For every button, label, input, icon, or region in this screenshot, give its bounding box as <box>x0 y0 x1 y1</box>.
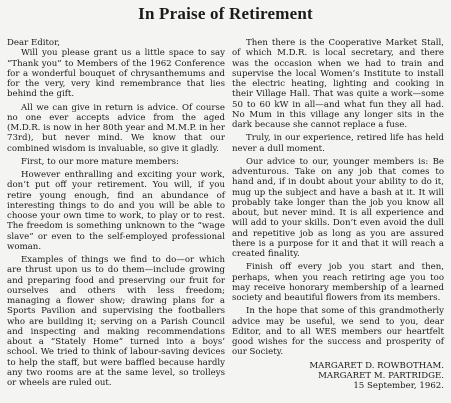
letter-date: 15 September, 1962. <box>353 381 444 391</box>
paragraph-examples: Examples of things we find to do—or which are thrust upon us to do them—include growing and preparing food and preserving our fruit for ourselves and others with less freedom; managing a flower show; drawing plans for a Sports Pavilion and supervising the footballers who are building it; serving on a Parish Council and inspecting and making recommendations about a “Stately Home” turned into a boys’ school. We tried to think of labour-saving devices to help the staff, but were baffled because hardly any two rooms are at the same level, so trolleys or wheels are ruled out. <box>7 255 225 388</box>
paragraph-thank-you: Will you please grant us a little space to say “Thank you” to Members of the 1962 Conference for a wonderful bouquet of chrysanthemums and for the very, very kind remembrance that lies behind the gift. <box>7 48 225 100</box>
paragraph-good-wishes: In the hope that some of this grandmotherly advice may be useful, we send to you, dear Editor, and to all WES members our heartfelt good wishes for the success and prosperity of our Society. <box>232 306 444 358</box>
salutation: Dear Editor, <box>7 38 60 48</box>
paragraph-younger-members: Our advice to our, younger members is: Be adventurous. Take on any job that comes to hand and, if in doubt about your ability to do it, mug up the subject and have a bash at it. It will probably take longer than the job you know all about, but never mind. It is all experience and will add to your skills. Don’t even avoid the dull and repetitive job as long as you are assured there is a purpose for it and that it will reach a created finality. <box>232 156 444 259</box>
signature-partridge: MARGARET M. PARTRIDGE. <box>318 370 444 381</box>
paragraph-market-stall: Then there is the Cooperative Market Stall, of which M.D.R. is local secretary, and there was the occasion when we had to train and supervise the local Women’s Institute to install the electric heating, lighting and cooking in their Village Hall. That was quite a work—some 50 to 60 kW in all—and what fun they all had. No Mum in this village any longer sits in the dark because she cannot replace a fuse. <box>232 38 444 130</box>
paragraph-advice: All we can give in return is advice. Of course no one ever accepts advice from the aged (M.D.R. is now in her 80th year and M.M.P. in her 73rd), but never mind. We know that our combined wisdom is invaluable, so give it gladly. <box>7 102 225 154</box>
paragraph-dull-moment: Truly, in our experience, retired life has held never a dull moment. <box>232 133 444 154</box>
left-column <box>7 38 225 388</box>
paragraph-finish-jobs: Finish off every job you start and then, perhaps, when you reach retiring age you too may receive honorary membership of a learned society and beautiful flowers from its members. <box>232 262 444 303</box>
article-title: In Praise of Retirement <box>138 4 313 23</box>
right-column <box>232 38 444 391</box>
paragraph-mature-members: First, to our more mature members: <box>21 156 179 167</box>
signature-rowbotham: MARGARET D. ROWBOTHAM. <box>309 360 444 371</box>
paragraph-retirement: However enthralling and exciting your work, don’t put off your retirement. You will, if you retire young enough, find an abundance of interesting things to do and you will be able to choose your own time to work, to play or to rest. The freedom is something unknown to the “wage slave” or even to the self-employed professional woman. <box>7 170 225 252</box>
